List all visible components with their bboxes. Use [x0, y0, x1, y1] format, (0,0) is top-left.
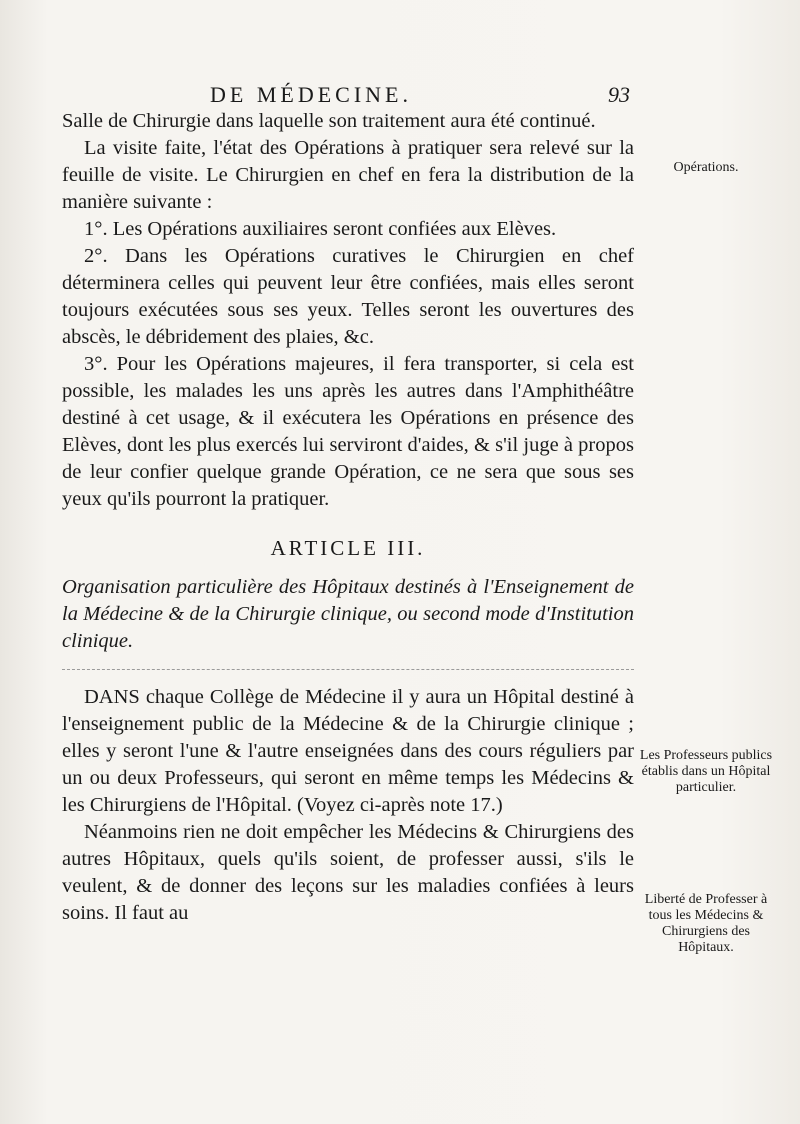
paragraph-6: DANS chaque Collège de Médecine il y aura un Hôpital destiné à l'enseignement public de la Médecine & de la Chirurgie clinique ; elles y seront l'une & l'autre enseignées dans des cours réguliers par un ou deux Professeurs, qui seront en même temps les Médecins & les Chirurgiens de l'Hôpital. (Voyez ci-après note 17.) — [62, 686, 634, 816]
paragraph-2: La visite faite, l'état des Opérations à pratiquer sera relevé sur la feuille de visite. Le Chirurgien en chef en fera la distribution de la manière suivante : — [62, 137, 634, 213]
paragraph-7: Néanmoins rien ne doit empêcher les Médecins & Chirurgiens des autres Hôpitaux, quels qu'ils soient, de professer aussi, s'ils le veulent, & de donner des leçons sur les maladies confiées à leurs soins. Il faut au — [62, 821, 634, 924]
page-body — [62, 108, 634, 927]
section-title: Organisation particulière des Hôpitaux destinés à l'Enseignement de la Médecine & de la Chirurgie clinique, ou second mode d'Institution clinique. — [62, 574, 634, 670]
margin-notes — [636, 0, 786, 1124]
margin-note-operations: Opérations. — [673, 160, 739, 175]
paragraph-1: Salle de Chirurgie dans laquelle son traitement aura été continué. — [62, 110, 596, 132]
page-number: 93 — [608, 82, 630, 107]
running-head: DE MÉDECINE. — [210, 82, 412, 107]
article-title: ARTICLE III. — [270, 536, 426, 560]
margin-note-professeurs: Les Professeurs publics établis dans un Hôpital particulier. — [639, 748, 773, 795]
paragraph-4: 2°. Dans les Opérations curatives le Chirurgien en chef déterminera celles qui peuvent leur être confiées, mais elles seront toujours exécutées sous ses yeux. Telles seront les ouvertures des abscès, le débridement des plaies, &c. — [62, 245, 634, 348]
paragraph-5: 3°. Pour les Opérations majeures, il fera transporter, si cela est possible, les malades les uns après les autres dans l'Amphithéâtre destiné à cet usage, & il exécutera les Opérations en présence des Elèves, dont les plus exercés lui serviront d'aides, & s'il juge à propos de leur confier quelque grande Opération, ce ne sera que sous ses yeux qu'ils pourront la pratiquer. — [62, 353, 634, 510]
margin-note-liberte: Liberté de Professer à tous les Médecins & Chirurgiens des Hôpitaux. — [644, 892, 768, 955]
paragraph-3: 1°. Les Opérations auxiliaires seront confiées aux Elèves. — [84, 218, 557, 240]
